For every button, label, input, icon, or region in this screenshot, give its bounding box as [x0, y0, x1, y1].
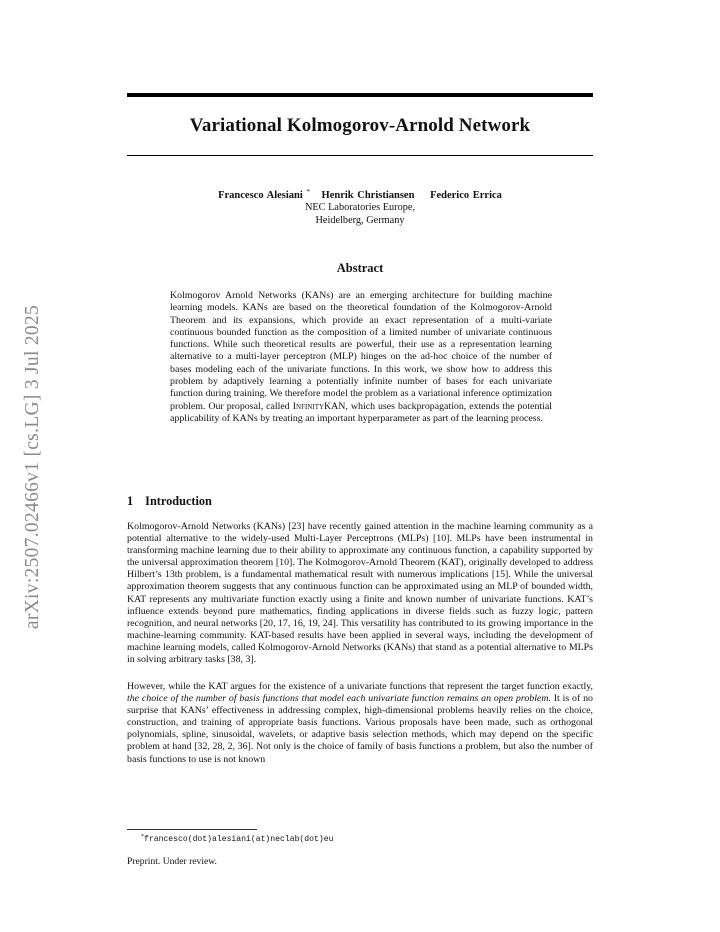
author-1-footnote-mark[interactable]: *	[306, 188, 310, 196]
footnote-mark: *	[141, 834, 144, 840]
affiliation-line-2: Heidelberg, Germany	[315, 215, 405, 226]
footnote	[141, 834, 333, 844]
footnote-email[interactable]: francesco(dot)alesiani(at)neclab(dot)eu	[144, 835, 334, 844]
section-heading	[127, 494, 212, 509]
method-name: InfinityKAN	[292, 400, 346, 412]
intro-paragraph-1: Kolmogorov-Arnold Networks (KANs) [23] have recently gained attention in the machine learning community as a potential alternative to the widely-used Multi-Layer Perceptrons (MLPs) [10]. MLPs have been instrumental in transforming machine learning due to their ability to approximate any continuous function, a capability supported by the universal approximation theorem [10]. The Kolmogorov-Arnold Theorem (KAT), originally developed to address Hilbert’s 13th problem, is a fundamental mathematical result with numerous implications [15]. While the universal approximation theorem suggests that any continuous function can be approximated using an MLP of bounded width, KAT represents any multivariate function exactly using a finite and known number of univariate functions. KAT’s influence extends beyond pure mathematics, finding applications in diverse fields such as fuzzy logic, pattern recognition, and neural networks [20, 17, 16, 19, 24]. This versatility has contributed to its growing importance in the machine-learning community. KAT-based results have been applied in several ways, including the development of machine learning models, called Kolmogorov-Arnold Networks (KANs) that stand as a potential alternative to MLPs in solving arbitrary tasks [38, 3].	[127, 521, 593, 666]
abstract-text-end: , which uses backpropagation, extends the potential applicability of KANs by treating an important hyperparameter as part of the learning process.	[170, 400, 552, 424]
section-title: Introduction	[145, 494, 212, 508]
footnote-rule	[127, 829, 257, 830]
affiliation-line-1: NEC Laboratories Europe,	[304, 202, 416, 213]
author-1: Francesco Alesiani	[218, 190, 303, 201]
abstract-text-start: Kolmogorov Arnold Networks (KANs) are an emerging architecture for building machine learning models. KANs are based on the theoretical foundation of the Kolmogorov-Arnold Theorem and its expansions, which provide an exact representation of a multi-variate continuous bounded function as the composition of a limited number of univariate continuous functions. While such theoretical results are powerful, their use as a representation learning alternative to a multi-layer perceptron (MLP) hinges on the ad-hoc choice of the number of bases modeling each of the univariate functions. In this work, we show how to address this problem by adaptively learning a potentially infinite number of bases for each univariate function during training. We therefore model the problem as a variational inference optimization problem. Our proposal, called	[170, 290, 552, 412]
section-number: 1	[127, 494, 134, 508]
preprint-note: Preprint. Under review.	[127, 856, 217, 867]
abstract-heading: Abstract	[336, 261, 384, 275]
title-top-rule	[127, 93, 593, 97]
arxiv-id: arXiv:2507.02466v1 [cs.LG] 3 Jul 2025	[22, 304, 43, 630]
intro-paragraph-2	[127, 681, 593, 766]
paper-title: Variational Kolmogorov-Arnold Network	[189, 115, 531, 136]
abstract-body	[170, 290, 552, 425]
author-3: Federico Errica	[430, 190, 502, 201]
intro-paragraph-2-italic: the choice of the number of basis functions that model each univariate function remains an open problem.	[127, 693, 551, 705]
title-bottom-rule	[127, 155, 593, 156]
intro-paragraph-2-start: However, while the KAT argues for the existence of a univariate functions that represent the target function exactly,	[127, 681, 593, 692]
author-2: Henrik Christiansen	[321, 190, 415, 201]
intro-paragraph-2-end: It is of no surprise that KANs’ effectiveness in addressing complex, high-dimensional problems heavily relies on the choice, construction, and training of appropriate basis functions. Various proposals have been made, such as orthogonal polynomials, spline, sinusoidal, wavelets, or adaptive basis selection methods, which may depend on the specific problem at hand [32, 28, 2, 36]. Not only is the choice of family of basis functions a problem, but also the number of basis functions to use is not known	[127, 693, 593, 765]
arxiv-side-stamp	[20, 272, 46, 662]
author-list	[127, 188, 593, 201]
